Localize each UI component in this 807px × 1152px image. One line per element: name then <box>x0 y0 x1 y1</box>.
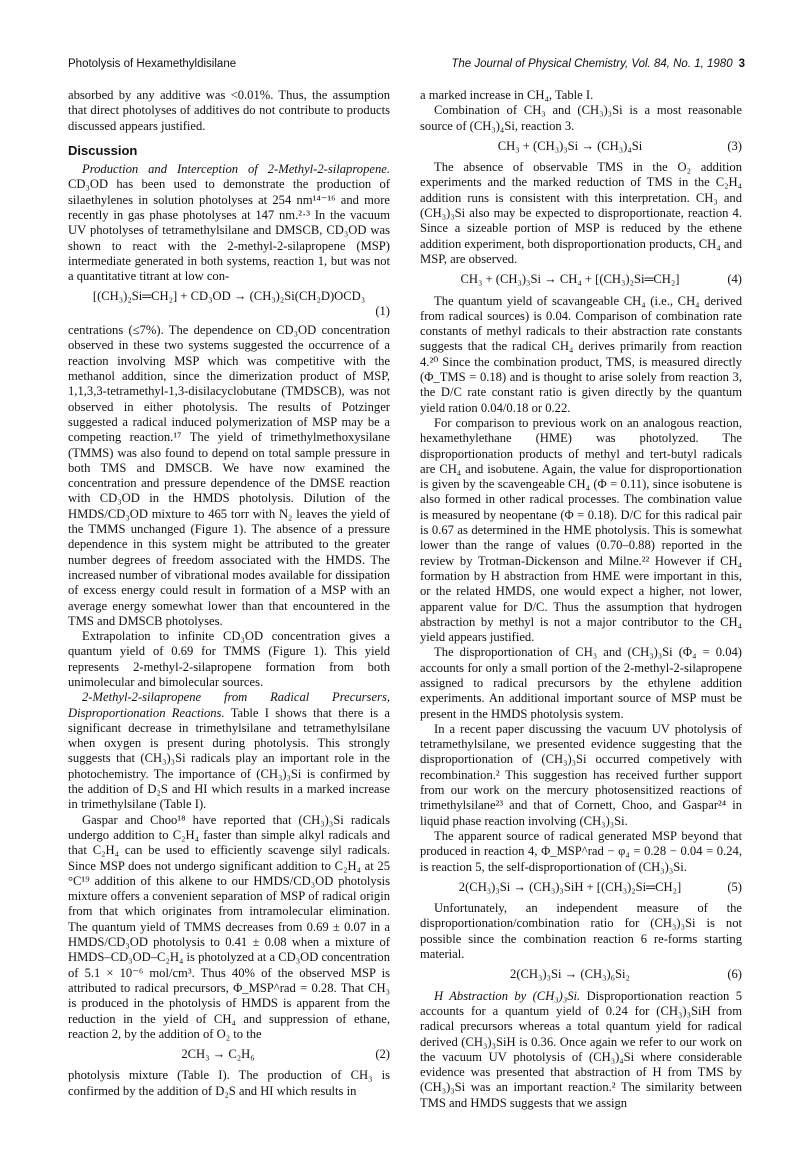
right-column <box>420 88 742 1111</box>
equation-5 <box>420 880 742 895</box>
equation-number: (4) <box>727 272 742 287</box>
equation-2 <box>68 1047 390 1062</box>
paragraph: photolysis mixture (Table I). The production of CH₃ is confirmed by the addition of D₂S and HI which results in <box>68 1068 390 1098</box>
discussion-heading: Discussion <box>68 142 138 158</box>
paragraph: The apparent source of radical generated MSP beyond that produced in reaction 4, Φ_MSP^rad − φ₄ = 0.28 − 0.04 = 0.24, is reaction 5, the self-disproportionation of (CH₃)₃Si. <box>420 828 742 874</box>
equation-1 <box>68 289 390 320</box>
intro-paragraph: absorbed by any additive was <0.01%. Thus, the assumption that direct photolyses of additives do not contribute to products discussed appears justified. <box>68 88 390 133</box>
journal-name: The Journal of Physical Chemistry, Vol. 84, No. 1, 1980 <box>451 58 733 70</box>
paragraph: a marked increase in CH₄, Table I. <box>420 88 594 102</box>
left-column <box>68 88 390 1099</box>
paragraph: Extrapolation to infinite CD₃OD concentration gives a quantum yield of 0.69 for TMMS (Figure 1). This yield represents 2-methyl-2-silapropene formation from both unimolecular and bimolecular sources. <box>68 629 390 689</box>
paragraph <box>420 989 742 1111</box>
subsection-title: 2-Methyl-2-silapropene from Radical Precursers, Disproportionation Reactions. <box>68 690 390 720</box>
equation-number: (1) <box>375 303 390 318</box>
paragraph: Combination of CH₃ and (CH₃)₃Si is a most reasonable source of (CH₃)₄Si, reaction 3. <box>420 103 742 133</box>
paragraph: In a recent paper discussing the vacuum UV photolysis of tetramethylsilane, we presented evidence suggesting that the disproportionation of (CH₃)₃Si occurred competively with recombination.² This suggestion has received further support from our work on the mercury photosensitized reactions of trimethylsilane²³ and that of Cornett, Choo, and Gaspar²⁴ in liquid phase reaction involving (CH₃)₃Si. <box>420 721 742 828</box>
paragraph <box>68 690 390 812</box>
equation-3 <box>420 139 742 154</box>
paragraph-text: CD₃OD has been used to demonstrate the production of silaethylenes in solution photolyses at 254 nm¹⁴⁻¹⁶ and more recently in gas phase photolyses at 147 nm.²·³ In the vacuum UV photolyses of tetramethylsilane and DMSCB, CD₃OD was shown to react with the 2-methyl-2-silapropene (MSP) intermediate generated in both systems, reaction 1, but was not a quantitative titrant at low con- <box>68 177 390 284</box>
equation-number: (3) <box>727 138 742 153</box>
paragraph-text: Disproportionation reaction 5 accounts for a quantum yield of 0.24 for (CH₃)₃SiH from radical precursors whereas a total quantum yield for radical derived (CH₃)₃SiH is 0.36. Once again we refer to our work on the vacuum UV photolysis of (CH₃)₄Si where considerable evidence was presented that abstraction of H from TMS by (CH₃)₃Si was an important reaction.² The similarity between TMS and HMDS suggests that we assign <box>420 988 742 1110</box>
subsection-title: H Abstraction by (CH₃)₃Si. <box>434 988 581 1003</box>
equation-4 <box>420 272 742 287</box>
equation-number: (6) <box>727 967 742 982</box>
equation-expression: 2CH₃ → C₂H₆ <box>181 1047 255 1062</box>
journal-citation <box>451 58 745 70</box>
equation-expression: 2(CH₃)₃Si → (CH₃)₃SiH + [(CH₃)₂Si═CH₂] <box>458 879 682 894</box>
equation-expression: CH₃ + (CH₃)₃Si → CH₄ + [(CH₃)₂Si═CH₂] <box>460 272 680 287</box>
paragraph: The quantum yield of scavangeable CH₄ (i.e., CH₄ derived from radical sources) is 0.04. Comparison of combination rate constants of methyl radicals to their abstraction rate constants suggests that the radical CH₄ derives primarily from reaction 4.²⁰ Since the combination product, TMS, is measured directly (Φ_TMS = 0.18) and is thought to arise solely from reaction 3, the D/C rate constant ratio is given directly by the quantum yield ration 0.04/0.18 or 0.22. <box>420 293 742 415</box>
equation-number: (5) <box>727 879 742 894</box>
equation-6 <box>420 967 742 982</box>
equation-expression: 2(CH₃)₃Si → (CH₃)₆Si₂ <box>510 967 630 982</box>
paragraph: The absence of observable TMS in the O₂ addition experiments and the marked reduction of TMS in the C₂H₄ addition runs is consistent with this interpretation. CH₃ and (CH₃)₃Si also may be expected to disproportionate, reaction 4. Since a sizeable portion of MSP is reduced by the ethene addition experiment, both disproportionation products, CH₄ and MSP, are observed. <box>420 160 742 266</box>
equation-expression: CH₃ + (CH₃)₃Si → (CH₃)₄Si <box>497 138 643 153</box>
paragraph: For comparison to previous work on an analogous reaction, hexamethylethane (HME) was photolyzed. The disproportionation products of methyl and tert-butyl radicals are CH₄ and isobutene. Again, the value for disproportionation is given by the scavengeable CH₄ (Φ = 0.11), since isobutene is also formed in other radical processes. The combination value is measured by neopentane (Φ = 0.18). D/C for this radical pair is 0.67 as determined in the HME photolysis. This is somewhat lower than the range of values (0.70–0.88) reported in the review by Trotman-Dickenson and Milne.²² However if CH₄ formation by H abstraction from HME were important in this, or the related HMDS, one would expect a higher, not lower, apparent value for D/C. Thus the assumption that hydrogen abstraction by methyl is not a major contributor to the CH₄ yield appears justified. <box>420 415 742 645</box>
running-title: Photolysis of Hexamethyldisilane <box>68 58 237 70</box>
paragraph: Gaspar and Choo¹⁸ have reported that (CH₃)₃Si radicals undergo addition to C₂H₄ faster than simple alkyl radicals and that C₂H₄ can be used to efficiently scavenge silyl radicals. Since MSP does not undergo significant addition to C₂H₄ at 25 °C¹⁹ addition of this alkene to our HMDS/CD₃OD photolysis mixture offers a convenient separation of MSP of radical origin from that which originates from intramolecular elimination. The quantum yield of TMMS decreases from 0.69 ± 0.07 in a HMDS/CD₃OD photolysis to 0.41 ± 0.08 when a mixture of HMDS–CD₃OD–C₂H₄ is photolyzed at a CD₃OD concentration of 5.1 × 10⁻⁶ mol/cm³. Thus 40% of the observed MSP is attributed to radical precursors, Φ_MSP^rad = 0.28. That CH₃ is produced in the photolysis of HMDS is apparent from the reduction in the yield of CH₄ and suppression of ethane, reaction 2, by the addition of O₂ to the <box>68 812 390 1041</box>
paragraph: The disproportionation of CH₃ and (CH₃)₃Si (Φ₄ = 0.04) accounts for only a small portion of the 2-methyl-2-silapropene assigned to radical precursors by the ethylene addition experiments. An additional important source of MSP must be present in the HMDS photolysis system. <box>420 645 742 721</box>
paragraph: centrations (≤7%). The dependence on CD₃OD concentration observed in these two systems suggested the occurrence of a reaction involving MSP which was competitive with the methanol addition, since the dimerization product of MSP, 1,1,3,3-tetramethyl-1,3-disilacyclobutane (TMDSCB), was not observed in either photolysis. The results of Potzinger suggested a radical induced polymerization of MSP may be a competing reaction.¹⁷ The yield of trimethylmethoxysilane (TMMS) was also found to depend on total sample pressure in both TMS and DMSCB. We have now examined the concentration and pressure dependence of the DMSE reaction with CD₃OD in the HMDS photolysis. Dilution of the HMDS/CD₃OD mixture to 465 torr with N₂ leaves the yield of the TMMS unchanged (Figure 1). The absence of a pressure dependence in this system might be attributed to the greater number degrees of freedom associated with the HMDS. The increased number of vibrational modes available for dissipation of excess energy could result in formation of a MSP with an average energy somewhat lower than that encountered in the TMS and DMSCB photolyses. <box>68 323 390 628</box>
equation-expression: [(CH₃)₂Si═CH₂] + CD₃OD → (CH₃)₂Si(CH₂D)OCD₃ <box>92 288 366 303</box>
equation-number: (2) <box>375 1047 390 1062</box>
subsection-title: Production and Interception of 2-Methyl-2-silapropene. <box>82 162 390 177</box>
page-number: 3 <box>738 58 745 70</box>
paragraph <box>68 162 390 284</box>
paragraph-text: Table I shows that there is a significant decrease in trimethylsilane and tetramethylsilane when oxygen is present during photolysis. This strongly suggests that (CH₃)₃Si radicals play an important role in the photochemistry. The importance of (CH₃)₃Si is confirmed by the addition of D₂S and HI which results in a marked increase in trimethylsilane (Table I). <box>68 705 390 812</box>
running-header <box>68 58 745 76</box>
paragraph: Unfortunately, an independent measure of the disproportionation/combination ratio for (CH₃)₃Si is not possible since the combination reaction 6 re-forms starting material. <box>420 901 742 962</box>
